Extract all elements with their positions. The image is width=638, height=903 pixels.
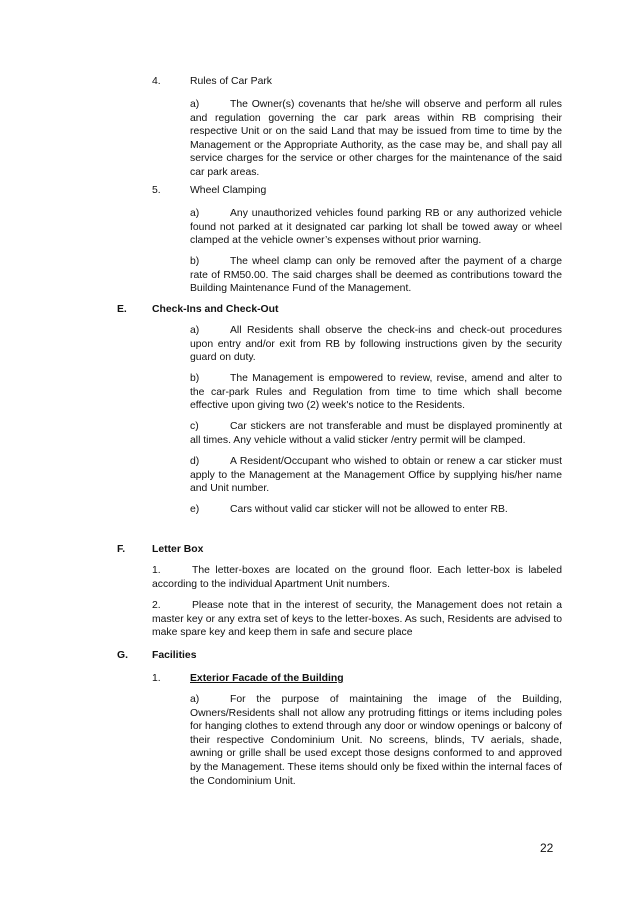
section-f-para-2 [152, 599, 562, 640]
para-label: 1. [152, 565, 161, 576]
section-g-1-title: Exterior Facade of the Building [190, 673, 344, 684]
para-text: All Residents shall observe the check-ins and check-out procedures upon entry and/or exit from RB by following instructions given by the security guard on duty. [190, 325, 562, 364]
section-5-para-a [190, 207, 562, 248]
para-label: 2. [152, 600, 161, 611]
section-4-para-a [190, 98, 562, 180]
section-f-letter: F. [117, 544, 126, 555]
section-e-letter: E. [117, 304, 127, 315]
para-label: c) [190, 421, 199, 432]
section-g-1-para-a [190, 693, 562, 788]
para-label: b) [190, 373, 200, 384]
section-e-title: Check-Ins and Check-Out [152, 304, 279, 315]
section-4-title: Rules of Car Park [190, 76, 272, 87]
para-label: b) [190, 256, 200, 267]
para-text: The wheel clamp can only be removed after the payment of a charge rate of RM50.00. The said charges shall be deemed as contributions toward the Building Maintenance Fund of the Management. [190, 256, 562, 295]
para-label: a) [190, 694, 200, 705]
section-f-title: Letter Box [152, 544, 204, 555]
para-label: a) [190, 325, 200, 336]
para-text: The Management is empowered to review, revise, amend and alter to the car-park Rules and Regulation from time to time which shall become effective upon giving two (2) week's notice to the Residents. [190, 373, 562, 412]
para-text: The letter-boxes are located on the ground floor. Each letter-box is labeled according to the individual Apartment Unit numbers. [152, 565, 562, 590]
page-number: 22 [540, 841, 554, 855]
section-e-para-b [190, 372, 562, 413]
para-text: Cars without valid car sticker will not be allowed to enter RB. [230, 504, 508, 515]
section-e-para-d [190, 455, 562, 496]
section-e-para-c [190, 420, 562, 447]
para-text: For the purpose of maintaining the image of the Building, Owners/Residents shall not allow any protruding fittings or items including poles for hanging clothes to extend through any door or window openings or balcony of their respective Condominium Unit. No screens, blinds, TV aerials, shade, awning or grille shall be used except those designs conformed to and approved by the Management. These items should only be fixed within the internal faces of the Condominium Unit. [190, 694, 562, 787]
section-5-number: 5. [152, 185, 161, 196]
para-text: Please note that in the interest of security, the Management does not retain a master key or any extra set of keys to the letter-boxes. As such, Residents are advised to make spare key and keep them in safe and secure place [152, 600, 562, 639]
section-g-letter: G. [117, 650, 128, 661]
section-e-para-e [190, 503, 562, 517]
section-4-number: 4. [152, 76, 161, 87]
para-label: a) [190, 208, 200, 219]
para-text: Any unauthorized vehicles found parking RB or any authorized vehicle found not parked at it designated car parking lot shall be towed away or wheel clamped at the vehicle owner’s expenses without prior warning. [190, 208, 562, 247]
para-label: a) [190, 99, 200, 110]
para-text: A Resident/Occupant who wished to obtain or renew a car sticker must apply to the Management at the Management Office by supplying his/her name and Unit number. [190, 456, 562, 495]
section-e-para-a [190, 324, 562, 365]
para-text: Car stickers are not transferable and must be displayed prominently at all times. Any vehicle without a valid sticker /entry permit will be clamped. [190, 421, 562, 446]
para-label: e) [190, 504, 200, 515]
section-g-1-number: 1. [152, 673, 161, 684]
section-g-title: Facilities [152, 650, 197, 661]
section-5-title: Wheel Clamping [190, 185, 267, 196]
para-text: The Owner(s) covenants that he/she will observe and perform all rules and regulation governing the car park areas within RB comprising their respective Unit or on the said Land that may be issued from time to time by the Management or the Appropriate Authority, as the case may be, and shall pay all service charges for the service or other charges for the maintenance of the said car park areas. [190, 99, 562, 178]
para-label: d) [190, 456, 200, 467]
section-5-para-b [190, 255, 562, 296]
section-f-para-1 [152, 564, 562, 591]
